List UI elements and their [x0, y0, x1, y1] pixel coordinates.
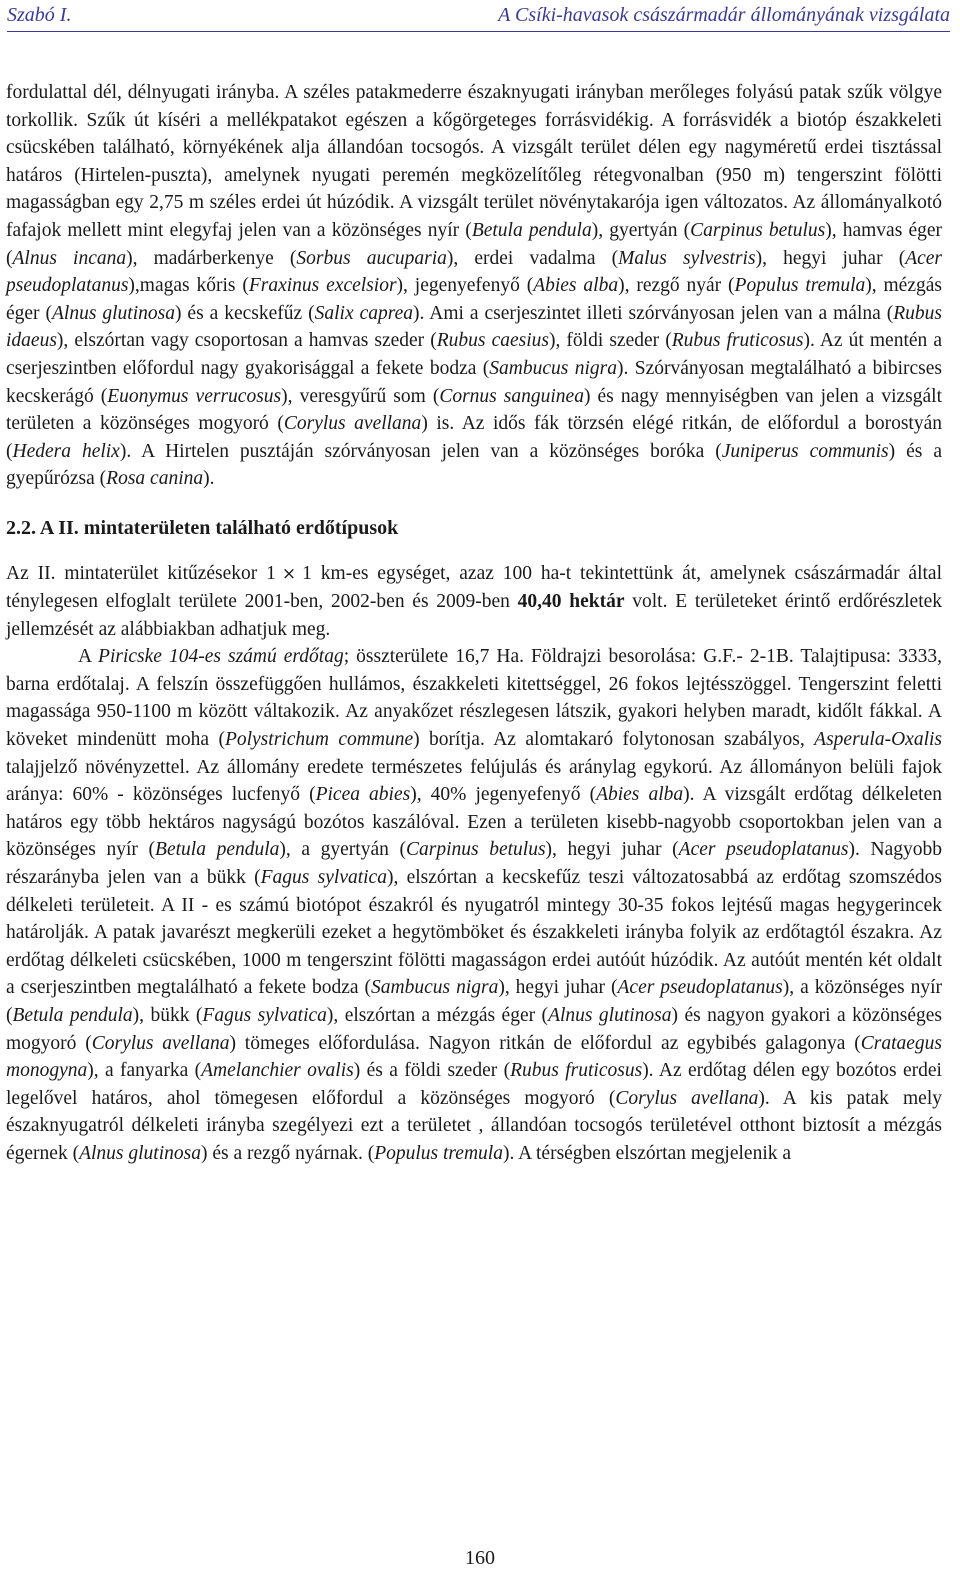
header-divider: [7, 31, 950, 32]
species-name: Hedera helix: [12, 440, 120, 462]
species-name: Alnus incana: [12, 247, 127, 269]
text-run: ), mézgás éger (: [6, 275, 942, 324]
text-run: talajjelző növényzettel. Az állomány eredete természetes felújulás és aránylag egykorú. Az állományon belüli fajok aránya: 60% - közönséges lucfenyő (: [6, 756, 942, 806]
species-name: Betula pendula: [12, 1005, 133, 1026]
text-run: ). Az erdőtag délen egy bozótos erdei legelővel határos, ahol tömegesen előfordul a közönséges mogyoró (: [6, 1060, 942, 1109]
species-name: Alnus glutinosa: [548, 1005, 672, 1026]
text-run: ), jegenyefenyő (: [396, 275, 534, 297]
species-name: Salix caprea: [314, 302, 413, 324]
text-run: ), elszórtan a mézgás éger (: [326, 1005, 549, 1026]
text-run: ) és a rezgő nyárnak. (: [200, 1142, 375, 1164]
text-run: ) és a földi szeder (: [353, 1060, 511, 1082]
text-run: ). Nagyobb részarányba jelen van a bükk (: [6, 839, 942, 889]
species-name: Crataegus monogyna: [6, 1032, 943, 1082]
species-name: Fagus sylvatica: [260, 867, 387, 889]
text-run: ; összterülete 16,7 Ha. Földrajzi besorolása: G.F.- 2-1B. Talajtipusa: 3333, barna erdőtalaj. A felszín összefüggően hullámos, északkeleti kitettséggel, 26 fokos lejtésszöggel. Tengerszint feletti magassága 950-1100 m között váltakozik. Az anyakőzet részlegesen látszik, gyakori helyben maradt, kidőlt fákkal. A köveket mindenütt moha (: [6, 646, 943, 751]
species-name: Cornus sanguinea: [439, 385, 584, 407]
species-name: Polystrichum commune: [224, 729, 414, 751]
species-name: Populus tremula: [374, 1142, 503, 1164]
paragraph-3: [6, 643, 942, 1167]
text-run: ) borítja. Az alomtakaró folytonosan szabályos,: [413, 729, 815, 751]
text-run: ). Szórványosan megtalálható a bibircses kecskerágó (: [6, 357, 942, 407]
species-name: Acer pseudoplatanus: [617, 977, 783, 999]
species-name: Amelanchier ovalis: [201, 1060, 354, 1082]
species-name: Sambucus nigra: [371, 977, 499, 999]
text-run: ). A vizsgált erdőtag délkeleten határos egy több hektáros nagyságú bozótos kaszálóval. Ezen a területen kisebb-nagyobb csoportokban jelen van a közönséges nyír (: [6, 784, 942, 861]
paragraph-1: [6, 79, 942, 493]
species-name: Alnus glutinosa: [79, 1142, 201, 1164]
section-heading: 2.2. A II. mintaterületen található erdőtípusok: [6, 516, 399, 539]
species-name: Abies alba: [596, 784, 684, 806]
emphasized-value: 40,40 hektár: [517, 591, 625, 613]
species-name: Corylus avellana: [283, 413, 422, 435]
text-run: ), erdei vadalma (: [446, 247, 619, 269]
body-text: [6, 79, 942, 1168]
multiply-sign: ×: [281, 563, 297, 584]
species-name: Populus tremula: [734, 275, 866, 297]
text-run: ),magas kőris (: [128, 275, 249, 297]
species-name: Rubus fruticosus: [671, 330, 804, 352]
text-run: ), veresgyűrű som (: [281, 385, 440, 407]
text-run: ), a gyertyán (: [279, 839, 406, 861]
species-name: Euonymus verrucosus: [107, 385, 282, 407]
species-name: Sorbus aucuparia: [296, 247, 447, 269]
species-name: Malus sylvestris: [618, 247, 756, 269]
text-run: ). Az út mentén a cserjeszintben előfordul nagy gyakorisággal a fekete bodza (: [6, 330, 942, 379]
text-run: ). A térségben elszórtan megjelenik a: [502, 1142, 792, 1164]
species-name: Carpinus betulus: [405, 839, 546, 861]
species-name: Fagus sylvatica: [202, 1005, 327, 1026]
text-run: ), bükk (: [132, 1005, 203, 1026]
running-header: [7, 2, 950, 32]
header-author: Szabó I.: [7, 4, 72, 26]
text-run: ), gyertyán (: [591, 219, 691, 241]
text-run: ), elszórtan vagy csoportosan a hamvas szeder (: [56, 330, 437, 352]
species-name: Piricske 104-es számú erdőtag: [98, 646, 344, 668]
text-run: ) is. Az idős fák törzsén elégé ritkán, de előfordul a borostyán (: [6, 413, 943, 462]
text-run: 1 km-es egységet, azaz 100 ha-t tekintettünk át, amelynek császármadár által ténylegesen elfoglalt területe 2001-ben, 2002-ben és 2009-ben: [6, 562, 942, 613]
text-run: ), hegyi juhar (: [545, 839, 679, 861]
species-name: Juniperus communis: [721, 440, 889, 462]
text-run: ).: [203, 468, 215, 490]
species-name: Acer pseudoplatanus: [6, 247, 943, 297]
text-run: ) és nagyon gyakori a közönséges mogyoró (: [6, 1005, 942, 1054]
text-run: ), 40% jegenyefenyő (: [410, 784, 597, 806]
species-name: Corylus avellana: [615, 1087, 759, 1109]
text-run: ), földi szeder (: [548, 330, 672, 352]
species-name: Acer pseudoplatanus: [678, 839, 849, 861]
text-run: ), a fanyarka (: [87, 1060, 202, 1082]
species-name: Rubus caesius: [436, 330, 549, 352]
text-run: ) és a kecskefűz (: [174, 302, 315, 324]
species-name: Picea abies: [315, 784, 411, 806]
text-run: ), a közönséges nyír (: [6, 977, 942, 1026]
species-name: Carpinus betulus: [690, 219, 826, 241]
text-run: ). A kis patak mely északnyugatról délkeleti irányba szegélyezi ezt a területet , állandóan tocsogós területével otthont biztosít a mézgás égernek (: [6, 1087, 942, 1164]
text-run: fordulattal dél, délnyugati irányba. A széles patakmederre északnyugati irányban merőleges folyású patak szűk völgye torkollik. Szűk út kíséri a mellékpatakot egészen a kőgörgeteges forrásvidékig. A forrásvidék a biotóp északkeleti csücskében található, környékének alja állandóan tocsogós. A vizsgált terület délen egy nagyméretű erdei tisztással határos (Hirtelen-puszta), amelynek nyugati peremén megközelítőleg rétegvonalban (950 m) tengerszint fölötti magasságban egy 2,75 m széles erdei út húzódik. A vizsgált terület növénytakarója igen változatos. Az állományalkotó fafajok mellett mint elegyfaj jelen van a közönséges nyír (: [6, 82, 942, 241]
text-run: volt. E területeket érintő erdőrészletek jellemzését az alábbiakban adhatjuk meg.: [6, 591, 943, 640]
species-name: Rubus fruticosus: [510, 1060, 643, 1082]
species-name: Betula pendula: [471, 219, 592, 241]
text-run: ), hegyi juhar (: [755, 247, 906, 269]
text-run: ). A Hirtelen pusztáján szórványosan jelen van a közönséges boróka (: [119, 440, 722, 462]
text-run: ), rezgő nyár (: [618, 275, 735, 297]
paragraph-2: [6, 560, 942, 644]
species-name: Asperula-Oxalis: [814, 729, 942, 751]
text-run: ), hamvas éger (: [6, 219, 943, 269]
text-run: ), madárberkenye (: [126, 247, 297, 269]
text-run: ) és nagy mennyiségben van jelen a vizsgált területen a közönséges mogyoró (: [6, 385, 942, 435]
species-name: Rubus idaeus: [6, 302, 942, 352]
text-run: Az II. mintaterület kitűzésekor 1: [6, 562, 276, 584]
species-name: Sambucus nigra: [489, 357, 617, 379]
species-name: Alnus glutinosa: [52, 302, 175, 324]
species-name: Fraxinus excelsior: [248, 275, 397, 297]
page-number: 160: [465, 1547, 495, 1569]
text-run: ), hegyi juhar (: [498, 977, 618, 999]
text-run: ), elszórtan a kecskefűz teszi változatosabbá az erdőtag szomszédos délkeleti területeit. A II - es számú biotópot északról és nyugatról mintegy 30-35 fokos lejtésű magas hegygerincek határolják. A patak javarészt megkerüli ezeket a hegytömböket és északkeleti irányba folyik az erdőtagtól északra. Az erdőtag délkeleti csücskében, 1000 m tengerszint fölötti magasságon erdei autóút húzódik. Az autóút mentén két oldalt a cserjeszintben megtalálható a fekete bodza (: [6, 867, 942, 999]
text-run: A: [78, 646, 99, 668]
header-title: A Csíki-havasok császármadár állományának vizsgálata: [498, 4, 950, 26]
text-run: ). Ami a cserjeszintet illeti szórványosan jelen van a málna (: [413, 302, 894, 324]
species-name: Rosa canina: [106, 468, 204, 490]
species-name: Corylus avellana: [91, 1032, 230, 1054]
text-run: ) és a gyepűrózsa (: [6, 440, 942, 490]
species-name: Abies alba: [533, 275, 619, 297]
species-name: Betula pendula: [155, 839, 280, 861]
text-run: ) tömeges előfordulása. Nagyon ritkán de előfordul az egybibés galagonya (: [229, 1032, 861, 1054]
